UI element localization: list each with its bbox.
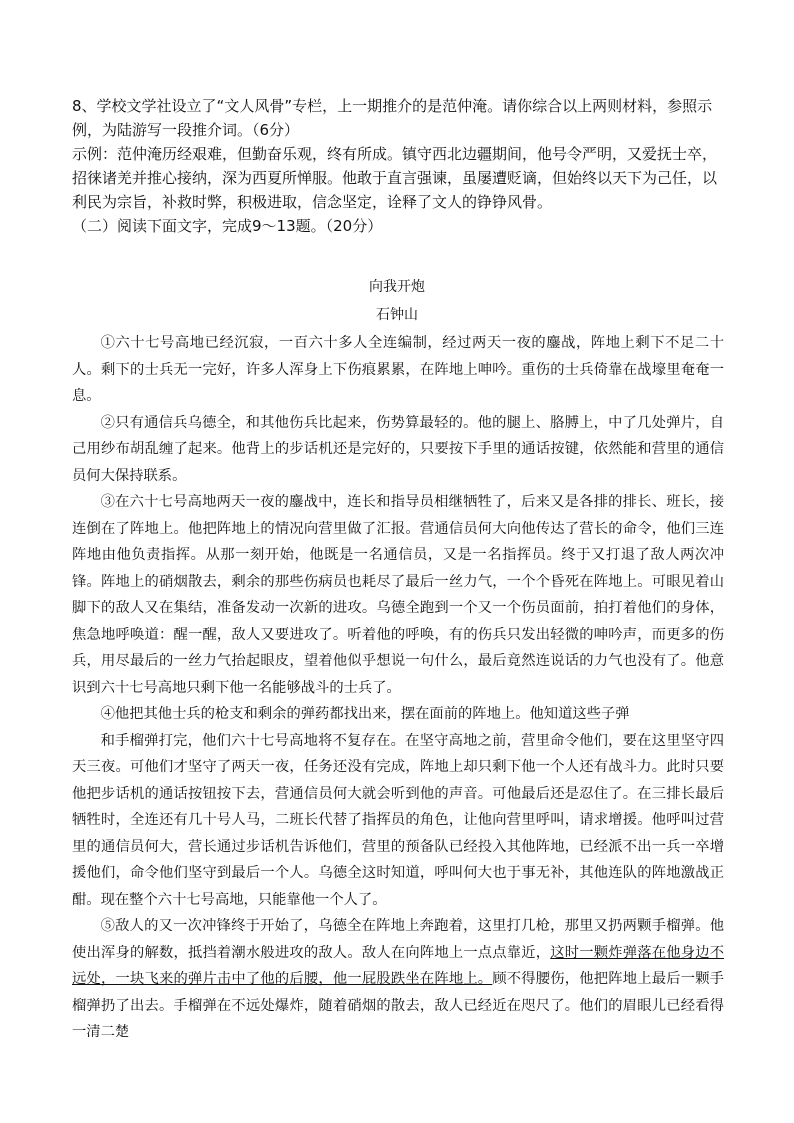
- question-8-block: [72, 94, 724, 238]
- underlined-sentence: 这时一颗炸弹落在他身边不远处，一块飞来的弹片击中了他的后腰，他一屁股跌坐在阵地上。: [72, 944, 725, 987]
- question-8-example: 示例：范仲淹历经艰难，但勤奋乐观，终有所成。镇守西北边疆期间，他号令严明，又爱抚士卒，招徕诸羌并推心接纳，深为西夏所惮服。他敢于直言强谏，虽屡遭贬谪，但始终以天下为己任，以利民为宗旨，补救时弊，积极进取，信念坚定，诠释了文人的铮铮风骨。: [72, 145, 718, 211]
- story-paragraph-1: ①六十七号高地已经沉寂，一百六十多人全连编制，经过两天一夜的鏖战，阵地上剩下不足二十人。剩下的士兵无一完好，许多人浑身上下伤痕累累，在阵地上呻吟。重伤的士兵倚靠在战壕里奄奄一息。: [72, 335, 724, 404]
- story-paragraph-2: ②只有通信兵乌德全，和其他伤兵比起来，伤势算最轻的。他的腿上、胳膊上，中了几处弹片，自己用纱布胡乱缠了起来。他背上的步话机还是完好的，只要按下手里的通话按键，依然能和营里的通信员何大保持联系。: [72, 414, 724, 484]
- story-paragraph-3: ③在六十七号高地两天一夜的鏖战中，连长和指导员相继牺牲了，后来又是各排的排长、班长，接连倒在了阵地上。他把阵地上的情况向营里做了汇报。营通信员何大向他传达了营长的命令，他们三连阵地由他负责指挥。从那一刻开始，他既是一名通信员，又是一名指挥员。终于又打退了敌人两次冲锋。阵地上的硝烟散去，剩余的那些伤病员也耗尽了最后一丝力气，一个个昏死在阵地上。可眼见着山脚下的敌人又在集结，准备发动一次新的进攻。乌德全跑到一个又一个伤员面前，拍打着他们的身体，焦急地呼唤道：醒一醒，敌人又要进攻了。听着他的呼唤，有的伤兵只发出轻微的呻吟声，而更多的伤兵，用尽最后的一丝力气抬起眼皮，望着他似乎想说一句什么，最后竟然连说话的力气也没有了。他意识到六十七号高地只剩下他一名能够战斗的士兵了。: [72, 494, 724, 696]
- story-title: 向我开炮: [369, 279, 425, 295]
- story-paragraph-5: [72, 913, 724, 1046]
- paragraph-5-text-after: 顾不得腰伤，他把阵地上最后一颗手榴弹扔了出去。手榴弹在不远处爆炸，随着硝烟的散去，敌人已经近在咫尺了。他们的眉眼儿已经看得一清二楚: [72, 971, 725, 1040]
- paragraph-5-text-before: ⑤敌人的又一次冲锋终于开始了，乌德全在阵地上奔跑着，这里打几枪，那里又扔两颗手榴弹。他使出浑身的解数，抵挡着潮水般进攻的敌人。敌人在向阵地上一点点靠近，: [72, 918, 724, 961]
- question-8-prompt: 8、学校文学社设立了“文人风骨”专栏，上一期推介的是范仲淹。请你综合以上两则材料，参照示例，为陆游写一段推介词。（6分）: [72, 97, 713, 139]
- story-paragraph-4-continued: 和手榴弹打完，他们六十七号高地将不复存在。在坚守高地之前，营里命令他们，要在这里坚守四天三夜。可他们才坚守了两天一夜，任务还没有完成，阵地上却只剩下他一个人还有战斗力。此时只要他把步话机的通话按钮按下去，营通信员何大就会听到他的声音。可他最后还是忍住了。在三排长最后牺牲时，全连还有几十号人马，二班长代替了指挥员的角色，让他向营里呼叫，请求增援。他呼叫过营里的通信员何大，营长通过步话机告诉他们，营里的预备队已经投入其他阵地，已经派不出一兵一卒增援他们，命令他们坚守到最后一个人。乌德全这时知道，呼叫何大也于事无补，其他连队的阵地激战正酣。现在整个六十七号高地，只能靠他一个人了。: [72, 732, 724, 908]
- section-2-heading: （二）阅读下面文字，完成9～13题。（20分）: [72, 217, 383, 235]
- story-author: 石钟山: [376, 307, 418, 323]
- story-paragraph-4: ④他把其他士兵的枪支和剩余的弹药都找出来，摆在面前的阵地上。他知道这些子弹: [100, 706, 630, 722]
- story-body: [72, 330, 724, 1046]
